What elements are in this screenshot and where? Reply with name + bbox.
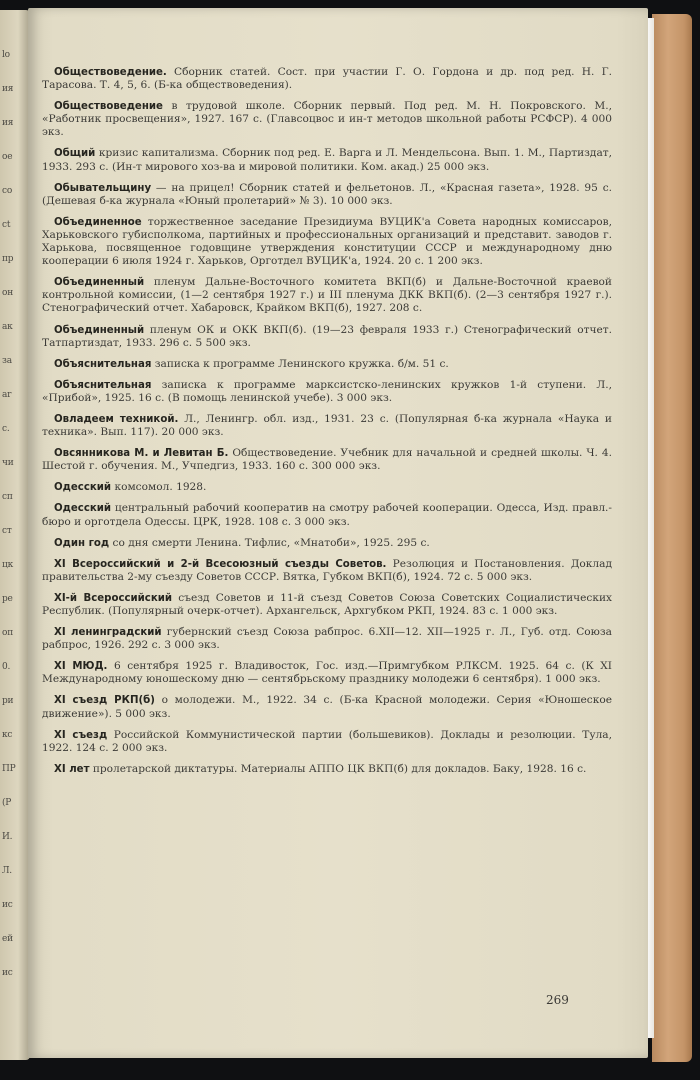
entry-headword: Овладеем техникой. [54, 413, 179, 425]
entry-headword: XI лет [54, 763, 90, 775]
entry-headword: Объединенное [54, 216, 142, 228]
left-page-text-fragment: (Р [2, 798, 12, 808]
bibliography-entry [42, 379, 612, 405]
entry-headword: XI МЮД. [54, 661, 108, 673]
bibliography-entry [42, 66, 612, 92]
left-page-text-fragment: с. [2, 424, 10, 434]
entry-text: записка к программе марксистско-ленинских кружков 1-й ступени. Л., «Прибой», 1925. 16 с. (В помощь ленинской учебе). 3 000 экз. [42, 378, 612, 404]
left-page-text-fragment: co [2, 186, 13, 196]
left-page-edge [0, 10, 30, 1060]
entry-text: со дня смерти Ленина. Тифлис, «Мнатоби», 1925. 295 с. [109, 536, 430, 549]
bibliography-entry [42, 276, 612, 315]
bibliography-entry [42, 502, 612, 528]
entry-text: съезд Советов и 11-й съезд Советов Союза Советских Социалистических Республик. (Популярный очерк-отчет). Архангельск, Архгубком РКП, 1924. 83 с. 1 000 экз. [42, 591, 612, 617]
entry-text: кризис капитализма. Сборник под ред. Е. Варга и Л. Мендельсона. Вып. 1. М., Партиздат, 1933. 293 с. (Ин-т мирового хоз-ва и мировой политики. Ком. акад.) 25 000 экз. [42, 147, 612, 173]
bibliography-entry [42, 558, 612, 584]
left-page-text-fragment: он [2, 288, 14, 298]
left-page-text-fragment: ar [2, 390, 12, 400]
entry-headword: Объединенный [54, 324, 145, 336]
entry-text: Обществоведение. Учебник для начальной и средней школы. Ч. 4. Шестой г. обучения. М., Учпедгиз, 1933. 160 с. 300 000 экз. [42, 447, 612, 473]
left-page-text-fragment: чи [2, 458, 14, 468]
left-page-text-fragment: ри [2, 696, 14, 706]
left-page-text-fragment: ис [2, 968, 13, 978]
entry-text: пленум Дальне-Восточного комитета ВКП(б) и Дальне-Восточной краевой контрольной комиссии, (1—2 сентября 1927 г.) и III пленума ДКК ВКП(б). (2—3 сентября 1927 г.). Стенографический отчет. Хабаровск, Крайком ВКП(б), 1927. 208 с. [42, 276, 612, 315]
bibliography-entry [42, 592, 612, 618]
bibliography-entry [42, 358, 612, 371]
left-page-text-fragment: Л. [2, 866, 12, 876]
left-page-text-fragment: пр [2, 254, 14, 264]
bibliography-entry [42, 481, 612, 494]
bibliography-list [42, 66, 612, 784]
left-page-text-fragment: ст [2, 526, 12, 536]
entry-headword: Одесский [54, 503, 112, 515]
bibliography-entry [42, 729, 612, 755]
entry-headword: Объяснительная [54, 379, 152, 391]
left-page-text-fragment: за [2, 356, 12, 366]
entry-text: 6 сентября 1925 г. Владивосток, Гос. изд.—Примгубком РЛКСМ. 1925. 64 с. (К XI Международному юношескому дню — сентябрьскому празднику молодежи 6 сентября). 1 000 экз. [42, 660, 612, 686]
left-page-text-fragment: оп [2, 628, 14, 638]
book-cover-edge [652, 14, 692, 1062]
entry-headword: XI Всероссийский и 2-й Всесоюзный съезды Советов. [54, 558, 387, 570]
entry-headword: XI-й Всероссийский [54, 592, 173, 604]
left-page-text-fragment: ей [2, 934, 13, 944]
entry-headword: Один год [54, 537, 110, 549]
left-page-text-fragment: ре [2, 594, 13, 604]
entry-headword: Овсянникова М. и Левитан Б. [54, 448, 229, 460]
entry-text: пролетарской диктатуры. Материалы АППО ЦК ВКП(б) для докладов. Баку, 1928. 16 с. [89, 762, 587, 775]
entry-text: центральный рабочий кооператив на смотру рабочей кооперации. Одесса, Изд. правл.-бюро и орготдела Одессы. ЦРК, 1928. 108 с. 3 000 экз. [42, 502, 612, 528]
left-page-text-fragment: ПР [2, 764, 16, 774]
entry-text: Российской Коммунистической партии (большевиков). Доклады и резолюции. Тула, 1922. 124 с. 2 000 экз. [42, 728, 612, 754]
bibliography-entry [42, 660, 612, 686]
entry-headword: XI ленинградский [54, 627, 162, 639]
entry-text: в трудовой школе. Сборник первый. Под ред. М. Н. Покровского. М., «Работник просвещения», 1927. 167 с. (Главсоцвос и ин-т методов школьной работы РСФСР). 4 000 экз. [42, 100, 612, 139]
book-page [28, 8, 648, 1058]
left-page-text-fragment: oe [2, 152, 13, 162]
bibliography-entry [42, 216, 612, 268]
entry-headword: XI съезд РКП(б) [54, 695, 155, 707]
left-page-text-fragment: кс [2, 730, 13, 740]
entry-text: — на прицел! Сборник статей и фельетонов. Л., «Красная газета», 1928. 95 с. (Дешевая б-ка журнала «Юный пролетарий» № 3). 10 000 экз. [42, 181, 612, 207]
bibliography-entry [42, 147, 612, 173]
left-page-text-fragment: ct [2, 220, 11, 230]
entry-text: торжественное заседание Президиума ВУЦИК'а Совета народных комиссаров, Харьковского губисполкома, партийных и профессиональных организаций и представит. заводов г. Харькова, посвященное годовщине утверждения конституции СССР и международному дню кооперации 6 июля 1924 г. Харьков, Орготдел ВУЦИК'а, 1924. 20 с. 1 200 экз. [42, 215, 612, 268]
entry-headword: Общий [54, 148, 96, 160]
bibliography-entry [42, 694, 612, 720]
entry-headword: XI съезд [54, 729, 108, 741]
bibliography-entry [42, 413, 612, 439]
bibliography-entry [42, 537, 612, 550]
entry-text: Резолюция и Постановления. Доклад правительства 2-му съезду Советов СССР. Вятка, Губком ВКП(б), 1924. 72 с. 5 000 экз. [42, 557, 612, 583]
left-page-text-fragment: И. [2, 832, 13, 842]
entry-headword: Обществоведение [54, 101, 163, 113]
entry-headword: Одесский [54, 482, 112, 494]
entry-text: комсомол. 1928. [111, 481, 207, 494]
bibliography-entry [42, 182, 612, 208]
page-number: 269 [546, 993, 569, 1007]
bibliography-entry [42, 324, 612, 350]
left-page-text-fragment: lo [2, 50, 10, 60]
entry-text: записка к программе Ленинского кружка. б/м. 51 с. [151, 357, 449, 370]
left-page-text-fragment: ия [2, 118, 14, 128]
entry-headword: Обществоведение. [54, 67, 167, 78]
entry-text: о молодежи. М., 1922. 34 с. (Б-ка Красной молодежи. Серия «Юношеское движение»). 5 000 экз. [42, 694, 612, 720]
bibliography-entry [42, 447, 612, 473]
entry-headword: Объединенный [54, 277, 145, 289]
entry-headword: Обывательщину [54, 182, 152, 194]
left-page-text-fragment: ак [2, 322, 13, 332]
left-page-text-fragment: ия [2, 84, 14, 94]
entry-text: Сборник статей. Сост. при участии Г. О. Гордона и др. под ред. Н. Г. Тарасова. Т. 4, 5, 6. (Б-ка обществоведения). [42, 66, 612, 92]
entry-headword: Объяснительная [54, 358, 152, 370]
left-page-text-fragment: цк [2, 560, 14, 570]
left-page-text-fragment: ис [2, 900, 13, 910]
left-page-text-fragment: 0. [2, 662, 11, 672]
entry-text: губернский съезд Союза рабпрос. 6.XII—12. XII—1925 г. Л., Губ. отд. Союза рабпрос, 1926. 292 с. 3 000 экз. [42, 626, 612, 652]
bibliography-entry [42, 100, 612, 139]
entry-text: пленум ОК и ОКК ВКП(б). (19—23 февраля 1933 г.) Стенографический отчет. Татпартиздат, 1933. 296 с. 5 500 экз. [42, 323, 612, 349]
entry-text: Л., Ленингр. обл. изд., 1931. 23 с. (Популярная б-ка журнала «Наука и техника». Вып. 117). 20 000 экз. [42, 412, 612, 439]
bibliography-entry [42, 763, 612, 776]
bibliography-entry [42, 626, 612, 652]
left-page-text-fragment: сп [2, 492, 13, 502]
